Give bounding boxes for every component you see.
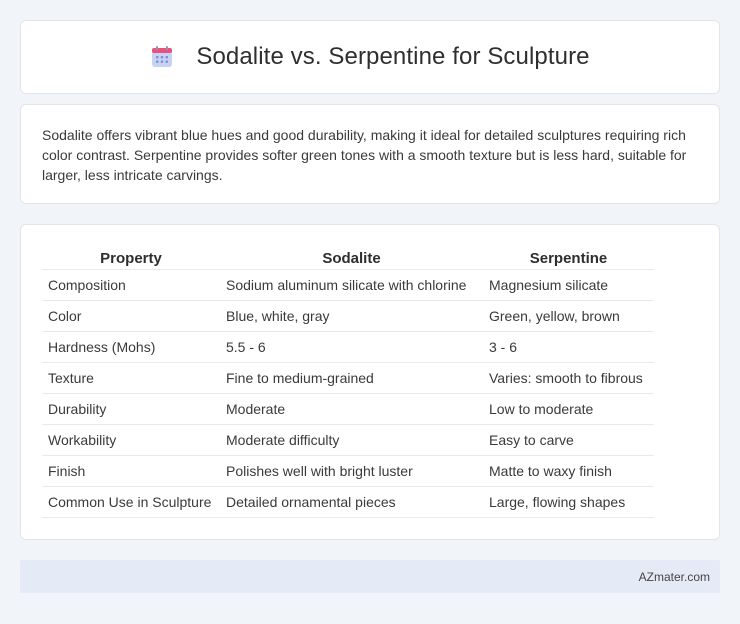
table-row	[42, 301, 654, 332]
summary-card	[20, 104, 720, 204]
serpentine-cell: Magnesium silicate	[483, 270, 654, 301]
sodalite-cell: Sodium aluminum silicate with chlorine	[220, 270, 483, 301]
property-cell: Texture	[42, 363, 220, 394]
serpentine-cell: Green, yellow, brown	[483, 301, 654, 332]
property-cell: Durability	[42, 394, 220, 425]
serpentine-cell: Varies: smooth to fibrous	[483, 363, 654, 394]
serpentine-cell: Low to moderate	[483, 394, 654, 425]
column-header-serpentine: Serpentine	[483, 247, 654, 270]
sodalite-cell: Polishes well with bright luster	[220, 456, 483, 487]
table-row	[42, 425, 654, 456]
table-row	[42, 456, 654, 487]
sodalite-cell: Moderate difficulty	[220, 425, 483, 456]
property-cell: Hardness (Mohs)	[42, 332, 220, 363]
table-row	[42, 487, 654, 518]
title-wrap	[150, 43, 589, 71]
sodalite-cell: Detailed ornamental pieces	[220, 487, 483, 518]
table-head	[42, 247, 654, 270]
table-header-row	[42, 247, 654, 270]
serpentine-cell: Easy to carve	[483, 425, 654, 456]
table-row	[42, 394, 654, 425]
comparison-table	[42, 247, 654, 518]
column-header-sodalite: Sodalite	[220, 247, 483, 270]
table-body	[42, 270, 654, 518]
summary-text: Sodalite offers vibrant blue hues and good durability, making it ideal for detailed sculptures requiring rich color contrast. Serpentine provides softer green tones with a smooth texture but is less hard, suitable for larger, less intricate carvings.	[42, 127, 687, 183]
serpentine-cell: Matte to waxy finish	[483, 456, 654, 487]
property-cell: Common Use in Sculpture	[42, 487, 220, 518]
property-cell: Finish	[42, 456, 220, 487]
property-cell: Color	[42, 301, 220, 332]
page-title: Sodalite vs. Serpentine for Sculpture	[196, 43, 590, 70]
sodalite-cell: 5.5 - 6	[220, 332, 483, 363]
sodalite-cell: Fine to medium-grained	[220, 363, 483, 394]
table-row	[42, 363, 654, 394]
footer-brand: AZmater.com	[638, 569, 710, 584]
header-card	[20, 20, 720, 94]
table-row	[42, 332, 654, 363]
property-cell: Composition	[42, 270, 220, 301]
property-cell: Workability	[42, 425, 220, 456]
column-header-property: Property	[42, 247, 220, 270]
serpentine-cell: Large, flowing shapes	[483, 487, 654, 518]
calendar-icon	[150, 45, 174, 69]
footer-bar	[20, 560, 720, 593]
sodalite-cell: Moderate	[220, 394, 483, 425]
sodalite-cell: Blue, white, gray	[220, 301, 483, 332]
serpentine-cell: 3 - 6	[483, 332, 654, 363]
comparison-card	[20, 224, 720, 540]
table-row	[42, 270, 654, 301]
